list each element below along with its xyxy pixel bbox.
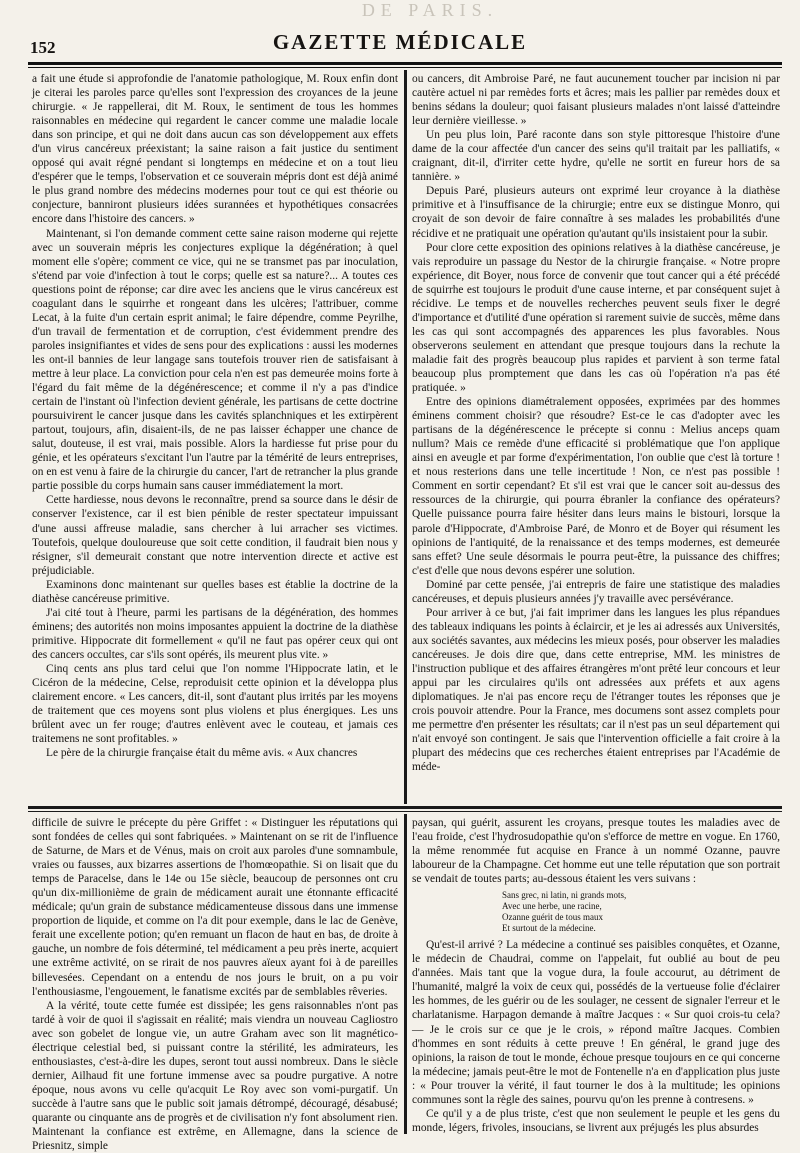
paragraph: Cette hardiesse, nous devons le reconnaître, prend sa source dans le désir de conserver l'existence, car il est bien pénible de rester spectateur impuissant d'une aussi affreuse maladie, sans chercher à lui arracher ses victimes. Toutefois, quelque douloureuse que soit cette condition, il faudrait bien nous y résigner, s'il demeurait constant que notre intervention directe et active est préjudiciable. [32, 494, 398, 577]
header-rule [28, 62, 782, 65]
paragraph: Ce qu'il y a de plus triste, c'est que non seulement le peuple et les gens du monde, légers, frivoles, insoucians, se livrent aux préjugés les plus absurdes [412, 1107, 780, 1134]
column-divider [404, 814, 407, 1134]
paragraph: Pour arriver à ce but, j'ai fait imprimer dans les langues les plus répandues des tableaux indiquans les points à éclaircir, et je les ai adressés aux Universités, aux sociétés savantes, aux médecins les mieux posés, pour observer les maladies cancéreuses. Je dois dire que, dans cette entreprise, MM. les ministres de l'instruction publique et des affaires étrangères m'ont prêté leur concours et leur appui par les circulaires qu'ils ont adressées aux préfets et aux agens diplomatiques. Je n'ai pas encore reçu de l'étranger toutes les réponses que je crois pouvoir attendre. Pour la France, mes documens sont assez complets pour me permettre d'en présenter les résultats; car il n'est pas un seul département qui n'ait envoyé son contingent. Je sais que l'intervention officielle a fait croire à la plupart des médecins que ces recherches étaient entreprises par l'Académie de méde- [412, 606, 780, 774]
paragraph: Dominé par cette pensée, j'ai entrepris de faire une statistique des maladies cancéreuses, et depuis plusieurs années j'y travaille avec persévérance. [412, 578, 780, 605]
paragraph: Cinq cents ans plus tard celui que l'on nomme l'Hippocrate latin, et le Cicéron de la médecine, Celse, reproduisit cette opinion et la développa plus clairement encore. « Les cancers, dit-il, sont d'autant plus irrités par les moyens de traitement que ces moyens sont plus violens et plus énergiques. Les uns brûlent avec un fer rouge; d'autres enlèvent avec le couteau, et jamais ces traitemens ne sont profitables. » [32, 662, 398, 746]
column-divider [404, 70, 407, 804]
paragraph: Examinons donc maintenant sur quelles bases est établie la doctrine de la diathèse cancéreuse primitive. [32, 578, 398, 605]
paragraph: Maintenant, si l'on demande comment cette saine raison moderne qui rejette avec un souverain mépris les conjectures explique la dégénération; à quel moment elle s'opère; comment ce vice, qui ne se transmet pas par inoculation, s'étend par voie d'infection à tout le corps; quelle est sa nature?... A toutes ces questions point de réponse; car dire avec les anciens que le virus cancéreux est coagulant dans le squirrhe et rongeant dans les ulcères; l'attribuer, comme Lecat, à la fuite d'un certain esprit animal; le faire dépendre, comme Peyrilhe, d'un travail de fermentation et de corruption, c'est évidemment prendre des paroles insignifiantes et vides de sens pour des explications : aussi les modernes les ont-il bannies de leur langage sans toutefois trouver rien de satisfaisant à mettre à leur place. La conviction pour cela n'en est pas demeurée moins forte à l'égard du fait même de la dégénérescence; et comme il n'y a pas d'indice certain de l'instant où l'infection devient générale, les partisans de cette doctrine poursuivirent le cancer jusque dans les cavités splanchniques et les extirpèrent partout, toujours, afin, disaient-ils, de ne pas laisser échapper une chance de salut, douteuse, il est vrai, mais possible. Alors la hardiesse fut prise pour du génie, et les opérateurs s'excitant l'un l'autre par la témérité de leurs entreprises, on en est venu à faire de la chirurgie du cancer, l'art de retrancher la plus grande partie possible du corps humain sans causer immédiatement la mort. [32, 227, 398, 493]
paragraph: Pour clore cette exposition des opinions relatives à la diathèse cancéreuse, je vais reproduire un passage du Nestor de la chirurgie française. « Notre propre expérience, dit Boyer, nous force de convenir que tout cancer qui a été précédé de squirrhe est toujours le produit d'une cause interne, et par conséquent sujet à récidive. Le temps et de nouvelles recherches peuvent seuls fixer le degré d'importance et d'utilité d'une opération si rarement suivie de succès, même dans les cas qui sont accompagnés des apparences les plus favorables. Nous observerons seulement en attendant que presque toujours dans la rechute la maladie fait des progrès beaucoup plus rapides et parvient à son terme fatal beaucoup plus promptement que dans les cas où l'opération n'a pas été pratiquée. » [412, 241, 780, 395]
verse-line: Ozanne guérit de tous maux [502, 912, 603, 923]
column-bottom-right [412, 816, 780, 1134]
header-rule-thin [28, 67, 782, 68]
paragraph: Un peu plus loin, Paré raconte dans son style pittoresque l'histoire d'une dame de la cour affectée d'un cancer des seins qu'il traitait par les palliatifs, « craignant, dit-il, d'irriter cette hydre, qu'elle ne sortit en fureur hors de sa tannière. » [412, 129, 780, 184]
paragraph: ou cancers, dit Ambroise Paré, ne faut aucunement toucher par incision ni par cautère actuel ni par remèdes forts et âcres; mais les pallier par remèdes doux et benins sédans la douleur; quoi faisant plusieurs malades n'ont laissé d'atteindre leur dernière vieillesse. » [412, 73, 780, 128]
paragraph: Entre des opinions diamétralement opposées, exprimées par des hommes éminens comment choisir? que résoudre? Est-ce le cas d'adopter avec les partisans de la dégénérescence le précepte si connu : Melius anceps quam nullum? Mais ce remède d'une efficacité si problématique que l'on applique ainsi en aveugle et par forme d'expérimentation, l'on oublie que c'est là torture ! et nous resterions dans une telle incertitude ! Non, ce n'est pas possible ! Comment en sortir cependant? Et s'il est vrai que le cancer soit au-dessus des ressources de la chirurgie, qui pourra ébranler la confiance des opérateurs? Quelle puissance pourra faire hésiter dans leurs mains le bistouri, lorsque la parole d'Hippocrate, d'Ambroise Paré, de Monro et de Boyer qui résument les opinions de l'antiquité, de la renaissance et des temps modernes, est demeurée sans effet? Une seule désormais le pourra peut-être, la puissance des chiffres; c'est d'elle que nous devons espérer une solution. [412, 396, 780, 577]
bleed-through-header: DE PARIS. [361, 0, 499, 20]
paragraph: paysan, qui guérit, assurent les croyans, presque toutes les maladies avec de l'eau froide, c'est l'hydrosudopathie qu'on s'efforce de mettre en vogue. En 1760, la même renommée fut acquise en France à un nommé Ozanne, pauvre laboureur de la Champagne. Cet homme eut une telle réputation que son portrait se vendait de toutes parts; au-dessous étaient les vers suivans : [412, 817, 780, 886]
verse-quote [412, 890, 780, 934]
paragraph: a fait une étude si approfondie de l'anatomie pathologique, M. Roux enfin dont je citerai les paroles parce qu'elles sont l'expression des croyances de la jeune chirurgie. « Je rappellerai, dit M. Roux, le sentiment de tous les hommes raisonnables en médecine qui regardent le cancer comme une maladie locale dans son principe, et qui ne doit dans aucun cas son développement aux effets d'un virus cancéreux préexistant; la saine raison a fait justice du sentiment opposé qui avait régné pendant si longtemps en médecine et on a tout lieu d'espérer que le temps, l'observation et ce souverain mépris dont est déjà animé le plus grand nombre des médecins modernes pour tout ce qui est théorie ou conjecture, banniront plusieurs idées surannées et hypothétiques consacrées encore dans l'histoire des cancers. » [32, 73, 398, 226]
paragraph: difficile de suivre le précepte du père Griffet : « Distinguer les réputations qui sont fondées de celles qui sont fabriquées. » Maintenant on se rit de l'influence de Saturne, de Mars et de Vénus, mais on croit aux paroles d'une somnambule, vraies ou fausses, aux bizarres assertions de l'homœopathie. Si on lisait que du temps de Paracelse, dans le 14e ou 15e siècle, beaucoup de personnes ont cru qu'un dix-millionième de grain de médicament aurait une étonnante efficacité médicale; qu'un grain de substance médicamenteuse dissous dans une immense proportion de liquide, et comme on l'a dit pour exemple, dans le lac de Genève, ferait une excellente potion; qu'en remuant un flacon de haut en bas, de droite à gauche, un nombre de fois déterminé, tel médicament a peu près inerte, acquiert une extrême activité, on se rirait de nos pauvres aïeux ayant foi à de pareilles billevesées. Cependant on a entendu de nos jours le bruit, on a pu voir l'enthousiasme, l'engouement, le fanatisme excités par de semblables rêveries. [32, 817, 398, 998]
page-number: 152 [30, 38, 56, 57]
section-separator-thin [28, 811, 782, 812]
paragraph: Qu'est-il arrivé ? La médecine a continué ses paisibles conquêtes, et Ozanne, le médecin de Chaudrai, comme on l'appelait, fut oublié au bout de peu d'années. Mais tant que la vogue dura, la foule accourut, au détriment de l'humanité, malgré la voix de ceux qui, possédés de la vertueuse folie d'éclairer les hommes, de les guérir ou de les soulager, ne cessent de signaler l'erreur et le charlatanisme. Harpagon demande à maître Jacques : « Sur quoi crois-tu cela? — Je le crois sur ce que je le crois, » répond maître Jacques. Combien d'hommes en sont réduits à cette preuve ! En général, le grand juge des opinions, la raison de tout le monde, échoue presque toujours en ce qui concerne la médecine; jamais peut-être le mot de Fontenelle n'a en d'application plus juste : « Pour trouver la vérité, il faut tourner le dos à la multitude; les opinions communes sont la règle des saines, pourvu qu'on les prenne à contresens. » [412, 939, 780, 1106]
verse-line: Et surtout de la médecine. [502, 923, 596, 934]
paragraph: Depuis Paré, plusieurs auteurs ont exprimé leur croyance à la diathèse primitive et à l'insuffisance de la chirurgie; entre eux se distingue Monro, qui croyait de son devoir de faire connaître à ses malades les probabilités d'une récidive et ne pratiquait une opération qu'autant qu'ils insistaient pour la subir. [412, 185, 780, 240]
paragraph: J'ai cité tout à l'heure, parmi les partisans de la dégénération, des hommes éminens; des autorités non moins imposantes appuient la doctrine de la diathèse primitive. Hippocrate dit formellement « qu'il ne faut pas opérer ceux qui ont des cancers occultes, car s'ils sont opérés, ils meurent plus vite. » [32, 606, 398, 661]
paragraph: Le père de la chirurgie française était du même avis. « Aux chancres [46, 747, 358, 760]
verse-line: Avec une herbe, une racine, [502, 901, 602, 912]
column-top-right [412, 72, 780, 802]
column-top-left [32, 72, 398, 802]
journal-title: GAZETTE MÉDICALE [272, 30, 528, 54]
section-separator [28, 806, 782, 809]
column-bottom-left [32, 816, 398, 1153]
paragraph: A la vérité, toute cette fumée est dissipée; les gens raisonnables n'ont pas tardé à voir de quoi il s'agissait en réalité; mais viendra un nouveau Cagliostro avec son gobelet de longue vie, un autre Graham avec son lit magnético-électrique celestial bed, si puissant contre la stérilité, les admirateurs, les enthousiastes, c'est-à-dire les dupes, seront tout aussi nombreux. Dans le siècle dernier, Ailhaud fit une fortune immense avec sa poudre purgative. A notre époque, nous avons vu celle qu'acquit Le Roy avec son vomi-purgatif. Un succède à l'autre sans que le public soit jamais détrompé, découragé, désabusé; quarante ou cinquante ans de progrès et de civilisation n'y font absolument rien. Maintenant la confiance est extrême, en Allemagne, dans la science de Priesnitz, simple [32, 999, 398, 1153]
verse-line: Sans grec, ni latin, ni grands mots, [502, 890, 627, 901]
